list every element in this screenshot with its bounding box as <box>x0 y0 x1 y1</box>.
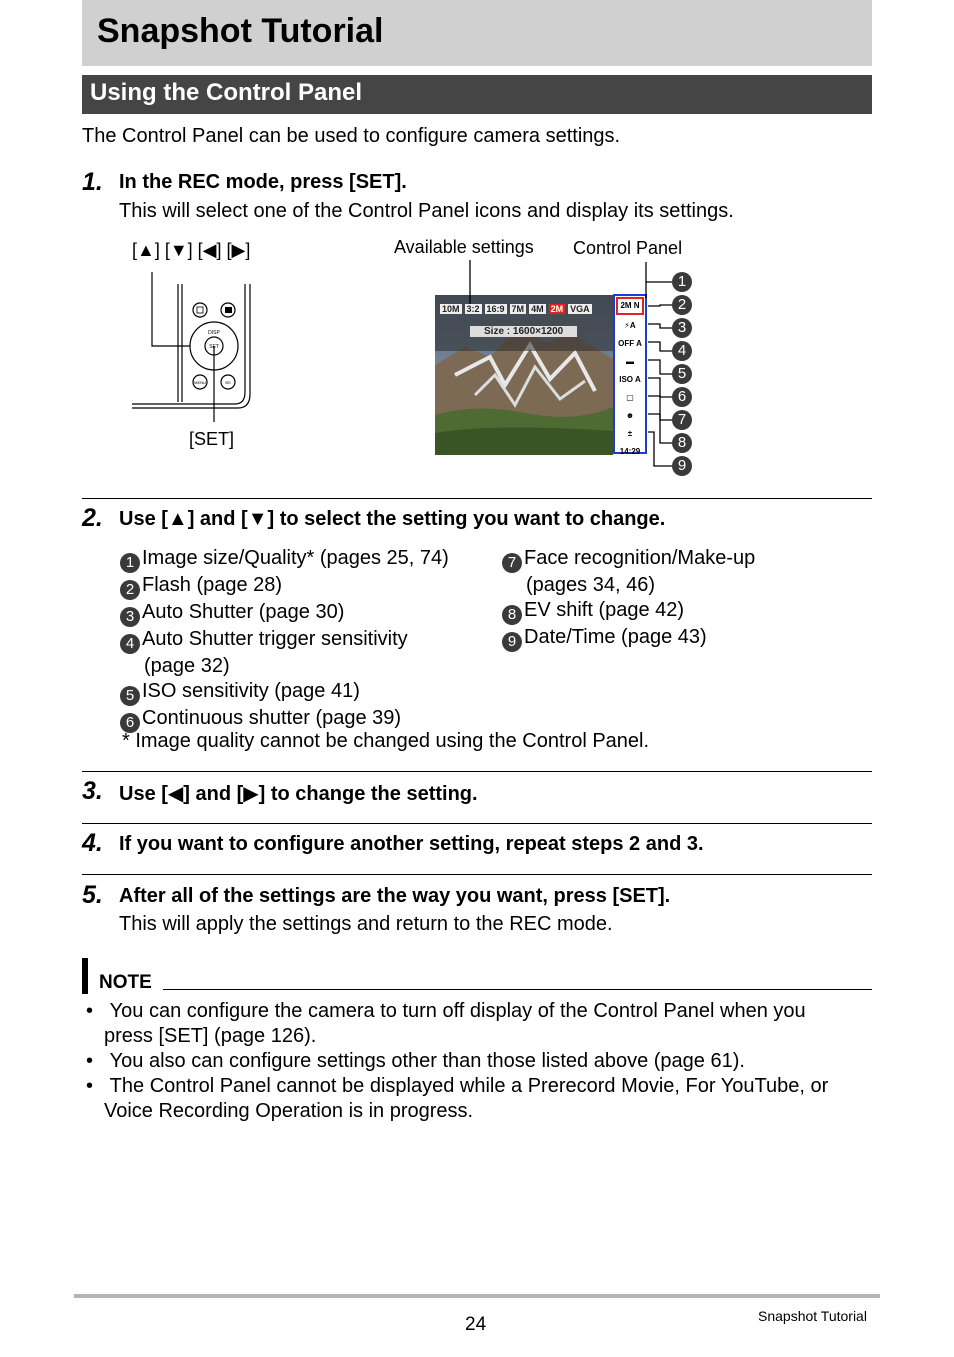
list-text: Auto Shutter (page 30) <box>142 601 345 623</box>
note-marker <box>82 958 88 994</box>
callout-8: 8 <box>672 433 692 453</box>
callout-9: 9 <box>672 456 692 476</box>
list-item <box>502 625 755 652</box>
panel-icon-date-time: 14:29 <box>619 447 641 456</box>
set-key-label: [SET] <box>189 429 235 449</box>
step-1-heading: In the REC mode, press [SET]. <box>119 171 407 193</box>
list-item <box>120 600 449 627</box>
callout-leader-lines <box>460 258 690 473</box>
step-2-divider <box>82 498 872 499</box>
list-text: Date/Time (page 43) <box>524 626 707 648</box>
note-bullet-text: The Control Panel cannot be displayed while a Prerecord Movie, For YouTube, or <box>109 1075 829 1097</box>
step-2-heading: Use [▲] and [▼] to select the setting you want to change. <box>119 508 666 530</box>
list-item <box>120 546 449 573</box>
list-item <box>120 573 449 600</box>
callout-3: 3 <box>672 318 692 338</box>
list-item-continuation: (page 32) <box>144 655 230 677</box>
panel-icon-trigger-sensitivity: ▬ <box>626 357 634 366</box>
callout-numbers <box>672 272 694 476</box>
list-number: 2 <box>120 580 140 600</box>
step-2-number: 2. <box>82 504 103 532</box>
list-text: Flash (page 28) <box>142 574 283 596</box>
lcd-option-vga: VGA <box>570 304 590 314</box>
list-item <box>120 679 449 706</box>
step-5-heading: After all of the settings are the way you want, press [SET]. <box>119 885 671 907</box>
bs-button-text: BS <box>225 380 231 385</box>
callout-5: 5 <box>672 364 692 384</box>
list-item <box>502 546 755 573</box>
note-rule <box>163 989 872 990</box>
play-icon <box>197 307 203 313</box>
list-number: 5 <box>120 686 140 706</box>
footer-rule <box>74 1294 880 1298</box>
list-number: 9 <box>502 632 522 652</box>
lcd-option-3-2: 3:2 <box>466 304 480 314</box>
list-text: Continuous shutter (page 39) <box>142 707 402 729</box>
list-item-continuation: (pages 34, 46) <box>526 574 655 596</box>
footer-chapter-title: Snapshot Tutorial <box>758 1308 867 1324</box>
size-readout: Size : 1600×1200 <box>470 326 577 337</box>
list-item <box>502 598 755 625</box>
lcd-option-2m-selected: 2M <box>550 304 564 314</box>
note-bullet: • You can configure the camera to turn off display of the Control Panel when you <box>86 1000 806 1022</box>
list-number: 8 <box>502 605 522 625</box>
step-1-number: 1. <box>82 168 103 196</box>
step-3-divider <box>82 771 872 772</box>
note-bullet: • The Control Panel cannot be displayed while a Prerecord Movie, For YouTube, or <box>86 1075 829 1097</box>
note-bullet-continuation: press [SET] (page 126). <box>104 1025 317 1047</box>
settings-list-right <box>502 546 755 652</box>
note-bullet-text: You also can configure settings other than those listed above (page 61). <box>109 1050 745 1072</box>
list-number: 7 <box>502 553 522 573</box>
panel-icon-auto-shutter: OFF A <box>618 339 642 348</box>
list-number: 6 <box>120 713 140 733</box>
step-5-number: 5. <box>82 881 103 909</box>
list-text: ISO sensitivity (page 41) <box>142 680 360 702</box>
panel-icon-face-recognition: ☻ <box>625 411 635 420</box>
step-5-text: This will apply the settings and return to the REC mode. <box>119 913 613 935</box>
step-5-divider <box>82 874 872 875</box>
arrow-keys-label: [▲] [▼] [◀] [▶] <box>132 240 251 260</box>
list-item <box>120 706 449 733</box>
callout-4: 4 <box>672 341 692 361</box>
callout-6: 6 <box>672 387 692 407</box>
page-title: Snapshot Tutorial <box>97 12 384 50</box>
step-3-number: 3. <box>82 777 103 805</box>
callout-1: 1 <box>672 272 692 292</box>
panel-icon-iso: ISO A <box>619 375 641 384</box>
list-number: 3 <box>120 607 140 627</box>
list-text: Auto Shutter trigger sensitivity <box>142 628 408 650</box>
panel-icon-flash: ⚡A <box>624 321 636 330</box>
lcd-option-4m: 4M <box>531 304 544 314</box>
set-button-text: SET <box>209 344 219 350</box>
intro-text: The Control Panel can be used to configure camera settings. <box>82 125 621 147</box>
step-3-heading: Use [◀] and [▶] to change the setting. <box>119 783 478 805</box>
settings-list-left <box>120 546 449 733</box>
camera-back-illustration <box>120 262 260 422</box>
callout-2: 2 <box>672 295 692 315</box>
panel-icon-continuous: ▢ <box>626 393 634 402</box>
section-title: Using the Control Panel <box>90 79 363 106</box>
list-text: Face recognition/Make-up <box>524 547 756 569</box>
note-bullet-continuation: Voice Recording Operation is in progress. <box>104 1100 474 1122</box>
list-text: Image size/Quality* (pages 25, 74) <box>142 547 449 569</box>
panel-icon-ev-shift: ± <box>627 429 633 438</box>
note-bullets <box>86 999 828 1124</box>
lcd-option-16-9: 16:9 <box>486 304 505 314</box>
note-bullet: • You also can configure settings other than those listed above (page 61). <box>86 1050 745 1072</box>
step-4-divider <box>82 823 872 824</box>
callout-7: 7 <box>672 410 692 430</box>
available-settings-label: Available settings <box>394 237 534 257</box>
camera-icon <box>225 307 232 313</box>
menu-button-text: MENU <box>194 380 206 385</box>
list-text: EV shift (page 42) <box>524 599 685 621</box>
image-quality-footnote: * Image quality cannot be changed using the Control Panel. <box>122 730 650 752</box>
list-item <box>120 627 449 654</box>
step-4-number: 4. <box>82 829 103 857</box>
note-label: NOTE <box>99 972 152 993</box>
step-4-heading: If you want to configure another setting, repeat steps 2 and 3. <box>119 833 704 855</box>
lcd-option-10m: 10M <box>442 304 460 314</box>
step-1-text: This will select one of the Control Panel icons and display its settings. <box>119 200 734 222</box>
list-number: 4 <box>120 634 140 654</box>
list-number: 1 <box>120 553 140 573</box>
control-panel-label: Control Panel <box>573 238 683 258</box>
disp-button-text: DISP <box>208 330 220 336</box>
panel-icon-image-size: 2M N <box>616 297 644 315</box>
lcd-option-7m: 7M <box>511 304 525 314</box>
note-bullet-text: You can configure the camera to turn off display of the Control Panel when you <box>109 1000 806 1022</box>
page-number: 24 <box>465 1314 487 1335</box>
